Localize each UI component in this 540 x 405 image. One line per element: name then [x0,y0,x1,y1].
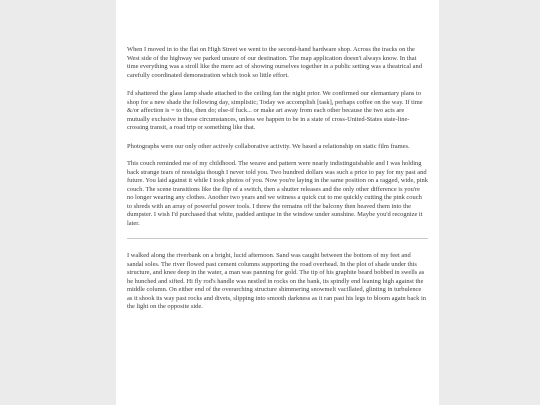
post-1-paragraph-4: This couch reminded me of my childhood. The weave and pattern were nearly indistinguishable and I was holding back strange tears of nostalgia though I never told you. Two hundred dollars was such a price to pay for my past and future. You laid against it while I took photos of you. Now you're laying in the same position on a ragged, wide, pink couch. The scene transitions like the flip of a switch, then a shutter releases and the only other difference is you're no longer wearing any clothes. Another two years and we witness a quick cut to me quickly cutting the pink couch to shreds with an array of powerful power tools. I threw the remains off the balcony then heaved them into the dumpster. I wish I'd purchased that white, padded antique in the window under sunshine. Maybe you'd recognize it later. [127,160,428,227]
post-1-paragraph-3: Photographs were our only other actively collaborative activity. We based a relationship on static film frames. [127,142,410,150]
post-1-paragraph-2: I'd shattered the glass lamp shade attached to the ceiling fan the night prior. We confirmed our elemantary plans to shop for a new shade the following day, simplistic; Today we accomplish [task], perhaps coffee on the way. If time &/or affection is = to this, then do; else-if fuck... or make art away from each other because the two acts are mutually exclusive in those circumstances, unless we happen to be in a state of cross-United-States state-line-crossing transit, a road trip or something like that. [127,90,423,131]
post-1-paragraph-1: When I moved in to the flat on High Street we went to the second-hand hardware shop. Across the tracks on the West side of the highway we parked unsure of our destination. The map application doesn't always know. In that time everything was a stroll like the mere act of showing ourselves together in a public setting was a theatrical and carefully coordinated demonstration which took so little effort. [127,46,422,79]
text-post-1 [127,46,428,228]
post-divider [127,238,428,239]
text-post-2 [127,252,428,312]
post-column [116,0,439,405]
post-2-paragraph-1: I walked along the riverbank on a bright, lucid afternoon. Sand was caught between the bottom of my feet and sandal soles. The river flowed past cement columns supporting the road overhead. In the plot of shade under this structure, and knee deep in the water, a man was panning for gold. The tip of his graphite beard bobbed in swells as he hunched and sifted. Hi fly rod's handle was nestled in rocks on the bank, its spindly end leaning high against the middle column. On either end of the overarching structure shimmering snowmelt vacillated, glinting in turbulence as it shook its way past rocks and divets, slipping into smooth darkness as it ran past his legs to bloom again back in the light on the opposite side. [127,252,426,310]
